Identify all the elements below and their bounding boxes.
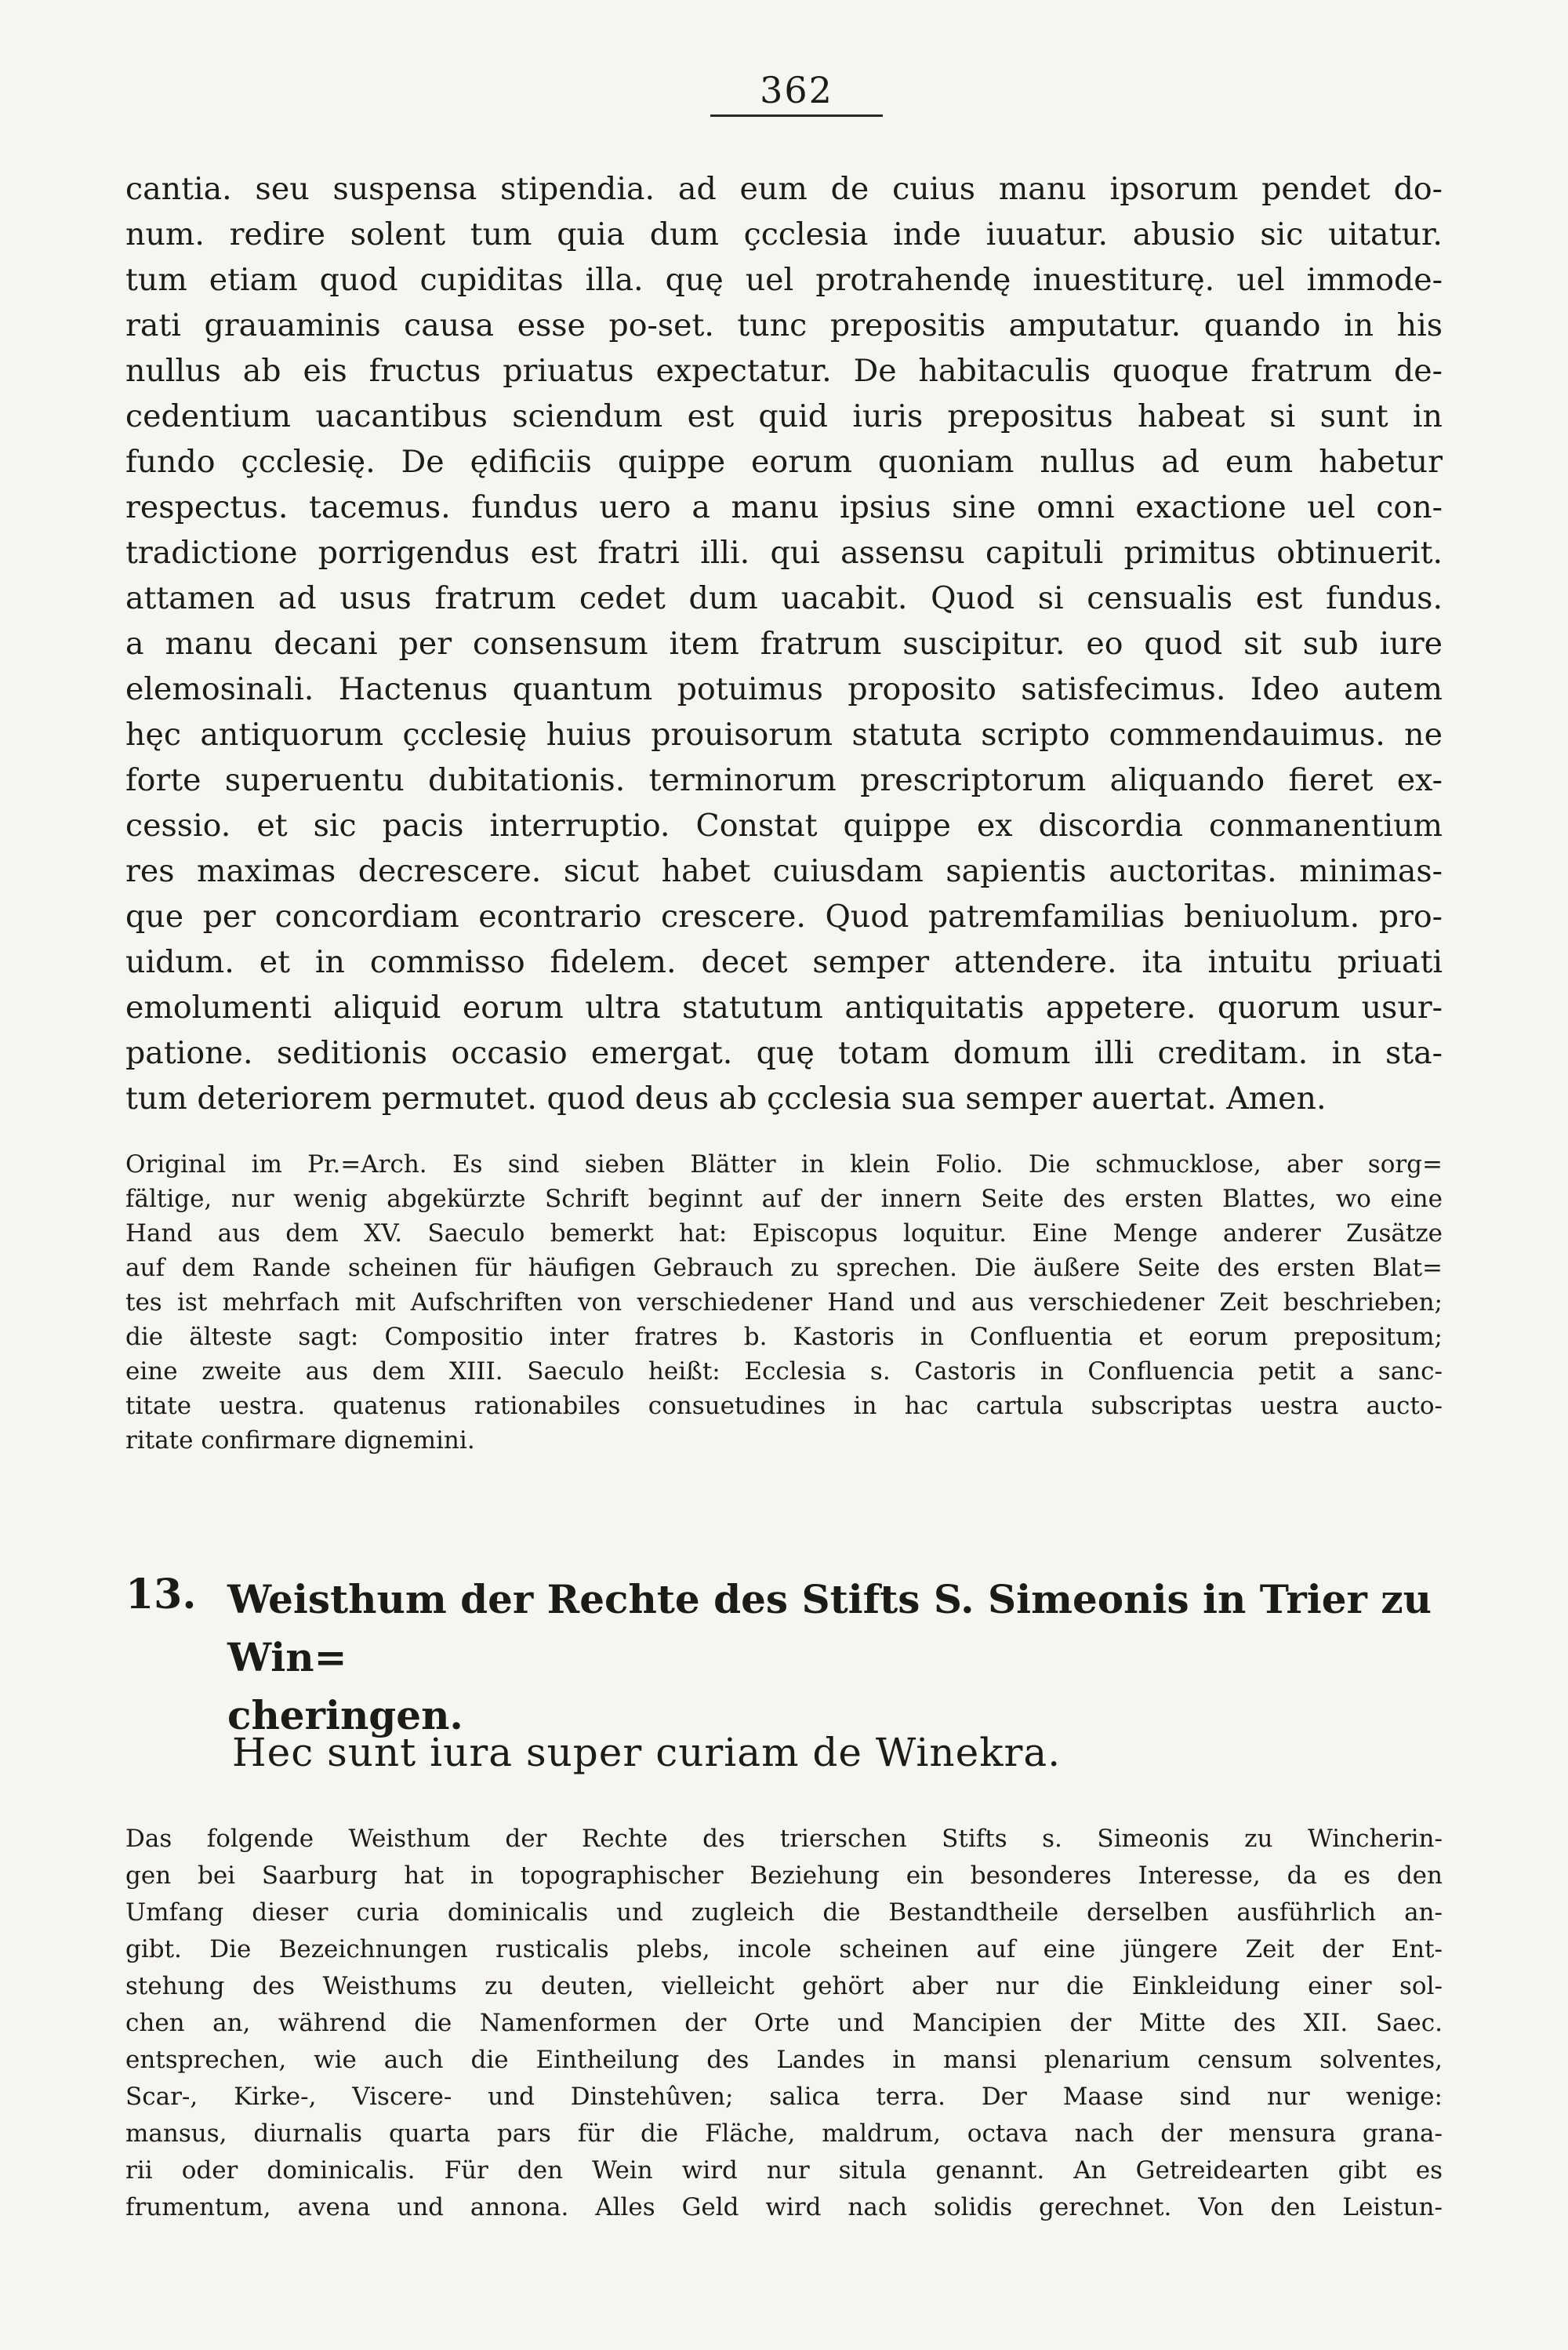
intro-line: Scar-, Kirke-, Viscere- und Dinstehûven; salica terra. Der Maase sind nur wenige: [125, 2083, 1443, 2111]
text-line: nullus ab eis fructus priuatus expectatur. De habitaculis quoque fratrum de- [125, 353, 1443, 389]
section-number: 13. [125, 1571, 197, 1618]
section-heading-line: Weisthum der Rechte des Stifts S. Simeonis in Trier zu Win= [227, 1576, 1432, 1680]
footnote-line: tes ist mehrfach mit Aufschriften von verschiedener Hand und aus verschiedener Zeit beschrieben; [125, 1288, 1443, 1317]
page-number: 362 [760, 69, 833, 111]
text-line: cantia. seu suspensa stipendia. ad eum de cuius manu ipsorum pendet do- [125, 171, 1443, 207]
section-subheading: Hec sunt iura super curiam de Winekra. [232, 1730, 1062, 1775]
intro-line: gen bei Saarburg hat in topographischer Beziehung ein besonderes Interesse, da es den [125, 1861, 1443, 1890]
text-line: a manu decani per consensum item fratrum suscipitur. eo quod sit sub iure [125, 626, 1443, 662]
intro-line: stehung des Weisthums zu deuten, vielleicht gehört aber nur die Einkleidung einer sol- [125, 1972, 1443, 2000]
intro-line: rii oder dominicalis. Für den Wein wird nur situla genannt. An Getreidearten gibt es [125, 2156, 1443, 2185]
text-line: hęc antiquorum çcclesię huius prouisorum statuta scripto commendauimus. ne [125, 717, 1443, 753]
footnote-line: die älteste sagt: Compositio inter fratres b. Kastoris in Confluentia et eorum prepositum; [125, 1323, 1443, 1351]
footnote-line: ritate confirmare dignemini. [125, 1426, 475, 1455]
text-line: tradictione porrigendus est fratri illi. qui assensu capituli primitus obtinuerit. [125, 535, 1443, 571]
intro-line: frumentum, avena und annona. Alles Geld wird nach solidis gerechnet. Von den Leistun- [125, 2193, 1443, 2221]
text-line: uidum. et in commisso fidelem. decet semper attendere. ita intuitu priuati [125, 944, 1443, 980]
intro-line: mansus, diurnalis quarta pars für die Fläche, maldrum, octava nach der mensura grana- [125, 2119, 1443, 2148]
text-line: elemosinali. Hactenus quantum potuimus proposito satisfecimus. Ideo autem [125, 671, 1443, 707]
text-line: que per concordiam econtrario crescere. Quod patremfamilias beniuolum. pro- [125, 899, 1443, 935]
intro-line: Das folgende Weisthum der Rechte des trierschen Stifts s. Simeonis zu Wincherin- [125, 1825, 1443, 1853]
footnote-line: eine zweite aus dem XIII. Saeculo heißt: Ecclesia s. Castoris in Confluencia petit a sanc- [125, 1357, 1443, 1386]
footnote-line: auf dem Rande scheinen für häufigen Gebrauch zu sprechen. Die äußere Seite des ersten Blat= [125, 1254, 1443, 1282]
text-line: cessio. et sic pacis interruptio. Constat quippe ex discordia conmanentium [125, 808, 1443, 844]
text-line: emolumenti aliquid eorum ultra statutum antiquitatis appetere. quorum usur- [125, 990, 1443, 1026]
text-line: res maximas decrescere. sicut habet cuiusdam sapientis auctoritas. minimas- [125, 853, 1443, 889]
text-line: cedentium uacantibus sciendum est quid iuris prepositus habeat si sunt in [125, 398, 1443, 434]
text-line: rati grauaminis causa esse po-set. tunc prepositis amputatur. quando in his [125, 307, 1443, 343]
text-line: patione. seditionis occasio emergat. quę totam domum illi creditam. in sta- [125, 1035, 1443, 1071]
intro-line: gibt. Die Bezeichnungen rusticalis plebs, incole scheinen auf eine jüngere Zeit der Ent- [125, 1935, 1443, 1963]
intro-line: entsprechen, wie auch die Eintheilung des Landes in mansi plenarium censum solventes, [125, 2046, 1443, 2074]
footnote-line: Hand aus dem XV. Saeculo bemerkt hat: Episcopus loquitur. Eine Menge anderer Zusätze [125, 1219, 1443, 1248]
footnote-line: Original im Pr.=Arch. Es sind sieben Blätter in klein Folio. Die schmucklose, aber sorg= [125, 1150, 1443, 1179]
text-line: respectus. tacemus. fundus uero a manu ipsius sine omni exactione uel con- [125, 489, 1443, 525]
text-line: attamen ad usus fratrum cedet dum uacabit. Quod si censualis est fundus. [125, 580, 1443, 616]
intro-line: Umfang dieser curia dominicalis und zugleich die Bestandtheile derselben ausführlich an- [125, 1898, 1443, 1927]
section-heading [227, 1571, 1443, 1745]
footnote-line: fältige, nur wenig abgekürzte Schrift beginnt auf der innern Seite des ersten Blattes, wo eine [125, 1185, 1443, 1213]
intro-line: chen an, während die Namenformen der Orte und Mancipien der Mitte des XII. Saec. [125, 2009, 1443, 2037]
text-line: tum etiam quod cupiditas illa. quę uel protrahendę inuestiturę. uel immode- [125, 262, 1443, 298]
page-number-rule [710, 114, 883, 117]
text-line: fundo çcclesię. De ędificiis quippe eorum quoniam nullus ad eum habetur [125, 444, 1443, 480]
section-heading-line: cheringen. [227, 1692, 463, 1738]
text-line: num. redire solent tum quia dum çcclesia inde iuuatur. abusio sic uitatur. [125, 216, 1443, 252]
text-line: tum deteriorem permutet. quod deus ab çcclesia sua semper auertat. Amen. [125, 1081, 1327, 1117]
text-line: forte superuentu dubitationis. terminorum prescriptorum aliquando fieret ex- [125, 762, 1443, 798]
footnote-line: titate uestra. quatenus rationabiles consuetudines in hac cartula subscriptas uestra aucto- [125, 1392, 1443, 1420]
